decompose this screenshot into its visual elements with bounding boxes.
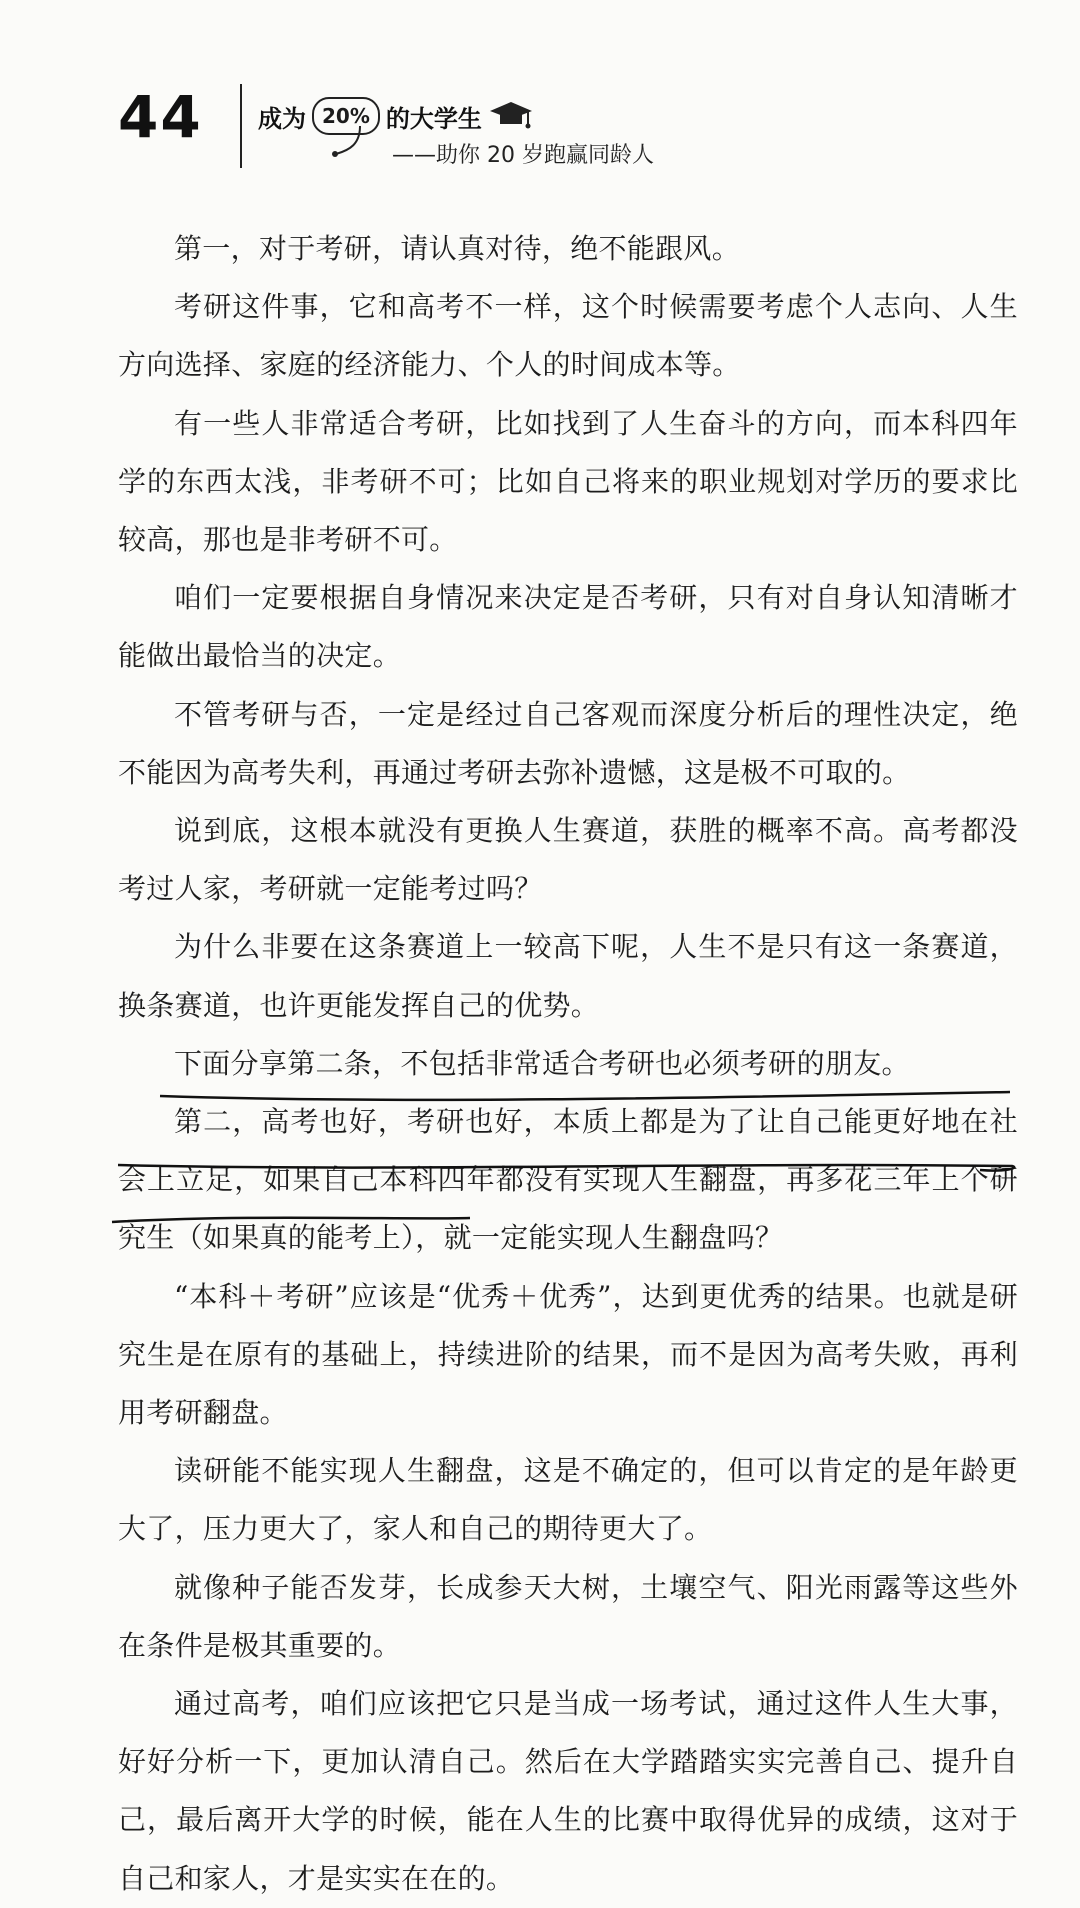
paragraph: 考研这件事，它和高考不一样，这个时候需要考虑个人志向、人生方向选择、家庭的经济能力、个人的时间成本等。 — [118, 290, 1018, 382]
paragraph: “本科＋考研”应该是“优秀＋优秀”，达到更优秀的结果。也就是研究生是在原有的基础上，持续进阶的结果，而不是因为高考失败，再利用考研翻盘。 — [118, 1279, 1018, 1430]
paragraph: 就像种子能否发芽，长成参天大树，土壤空气、阳光雨露等这些外在条件是极其重要的。 — [118, 1570, 1018, 1662]
paragraph: 不管考研与否，一定是经过自己客观而深度分析后的理性决定，绝不能因为高考失利，再通过考研去弥补遗憾，这是极不可取的。 — [118, 697, 1018, 789]
paragraph: 通过高考，咱们应该把它只是当成一场考试，通过这件人生大事，好好分析一下，更加认清自己。然后在大学踏踏实实完善自己、提升自己，最后离开大学的时候，能在人生的比赛中取得优异的成绩，这对于自己和家人，才是实实在在的。 — [118, 1687, 1018, 1895]
paragraph: 为什么非要在这条赛道上一较高下呢，人生不是只有这一条赛道，换条赛道，也许更能发挥自己的优势。 — [118, 930, 1018, 1022]
page-number: 44 — [118, 83, 203, 151]
graduation-cap-icon — [488, 99, 534, 133]
paragraph: 有一些人非常适合考研，比如找到了人生奋斗的方向，而本科四年学的东西太浅，非考研不可；比如自己将来的职业规划对学历的要求比较高，那也是非考研不可。 — [118, 406, 1018, 557]
paragraph: 说到底，这根本就没有更换人生赛道，获胜的概率不高。高考都没考过人家，考研就一定能考过吗？ — [118, 814, 1018, 906]
book-title — [258, 96, 534, 136]
paragraph: 读研能不能实现人生翻盘，这是不确定的，但可以肯定的是年龄更大了，压力更大了，家人和自己的期待更大了。 — [118, 1454, 1018, 1546]
paragraph: 第一，对于考研，请认真对待，绝不能跟风。 — [174, 232, 741, 265]
headphone-cord-icon — [330, 124, 370, 160]
body-text — [118, 220, 1018, 1908]
book-title-badge: 20% — [312, 97, 380, 135]
paragraph: 咱们一定要根据自身情况来决定是否考研，只有对自身认知清晰才能做出最恰当的决定。 — [118, 581, 1018, 673]
paragraph: 下面分享第二条，不包括非常适合考研也必须考研的朋友。 — [174, 1046, 910, 1080]
book-subtitle: ——助你 20 岁跑赢同龄人 — [392, 143, 654, 168]
header-divider — [240, 84, 242, 168]
book-title-post: 的大学生 — [385, 104, 482, 133]
book-title-pre: 成为 — [258, 104, 306, 133]
page-header — [0, 0, 1080, 180]
underlined-paragraph: 第二，高考也好，考研也好，本质上都是为了让自己能更好地在社会上立足，如果自己本科四年都没有实现人生翻盘，再多花三年上个研究生（如果真的能考上），就一定能实现人生翻盘吗？ — [118, 1105, 1018, 1255]
